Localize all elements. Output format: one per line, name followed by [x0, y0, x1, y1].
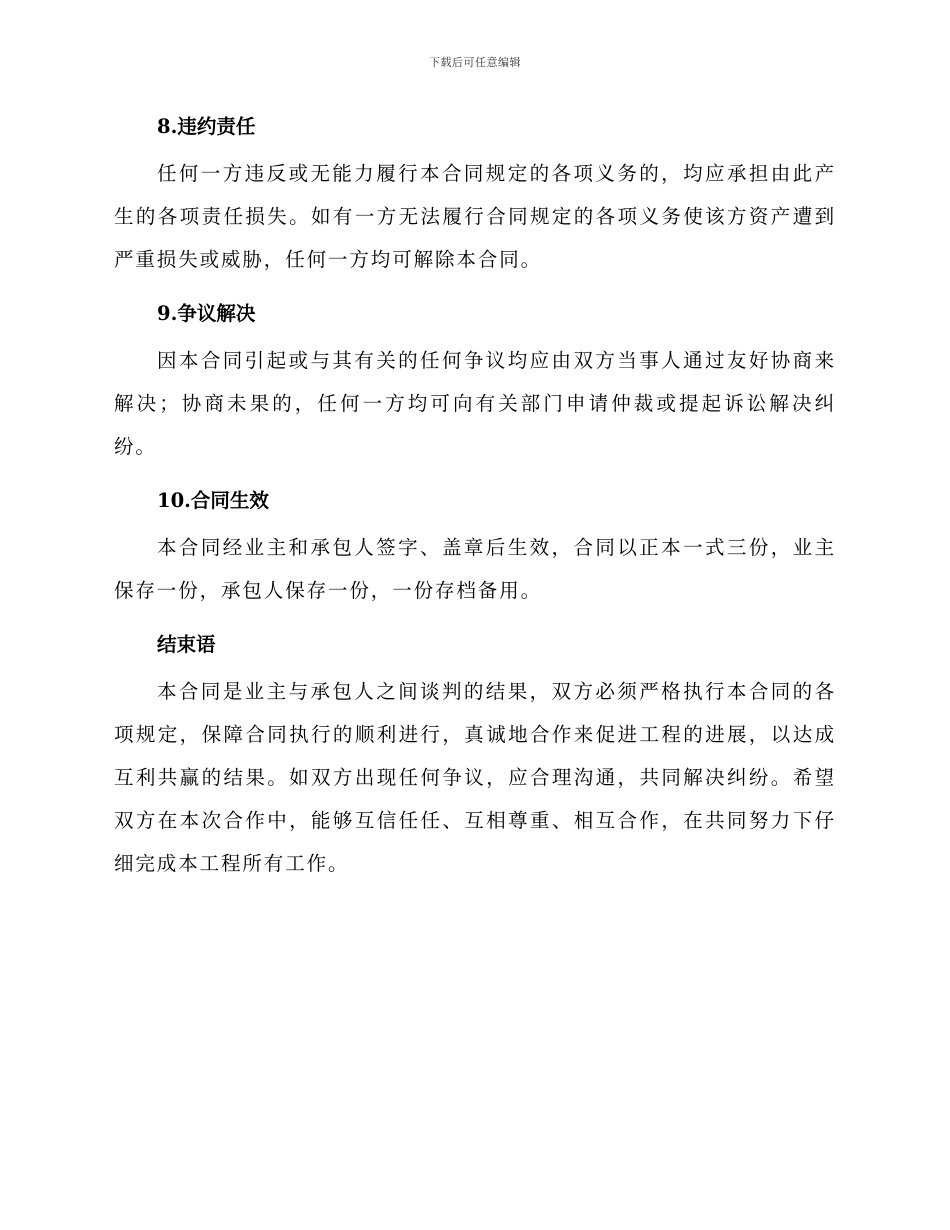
section-heading-contract-effectiveness: 10.合同生效: [157, 489, 269, 512]
section-paragraph-dispute-resolution: 因本合同引起或与其有关的任何争议均应由双方当事人通过友好协商来解决；协商未果的，任何一方均可向有关部门申请仲裁或提起诉讼解决纠纷。: [114, 349, 836, 458]
section-paragraph-conclusion: 本合同是业主与承包人之间谈判的结果，双方必须严格执行本合同的各项规定，保障合同执行的顺利进行，真诚地合作来促进工程的进展，以达成互利共赢的结果。如双方出现任何争议，应合理沟通，共同解决纠纷。希望双方在本次合作中，能够互信任任、互相尊重、相互合作，在共同努力下仔细完成本工程所有工作。: [114, 680, 836, 875]
section-paragraph-contract-effectiveness: 本合同经业主和承包人签字、盖章后生效，合同以正本一式三份，业主保存一份，承包人保存一份，一份存档备用。: [114, 536, 836, 602]
document-body: [114, 112, 836, 885]
section-heading-breach-liability: 8.违约责任: [157, 115, 256, 138]
section-paragraph-breach-liability: 任何一方违反或无能力履行本合同规定的各项义务的，均应承担由此产生的各项责任损失。如有一方无法履行合同规定的各项义务使该方资产遭到严重损失或威胁，任何一方均可解除本合同。: [114, 162, 836, 271]
section-heading-conclusion: 结束语: [157, 633, 216, 656]
page-header: 下载后可任意编辑: [429, 56, 521, 69]
section-heading-dispute-resolution: 9.争议解决: [157, 302, 256, 325]
